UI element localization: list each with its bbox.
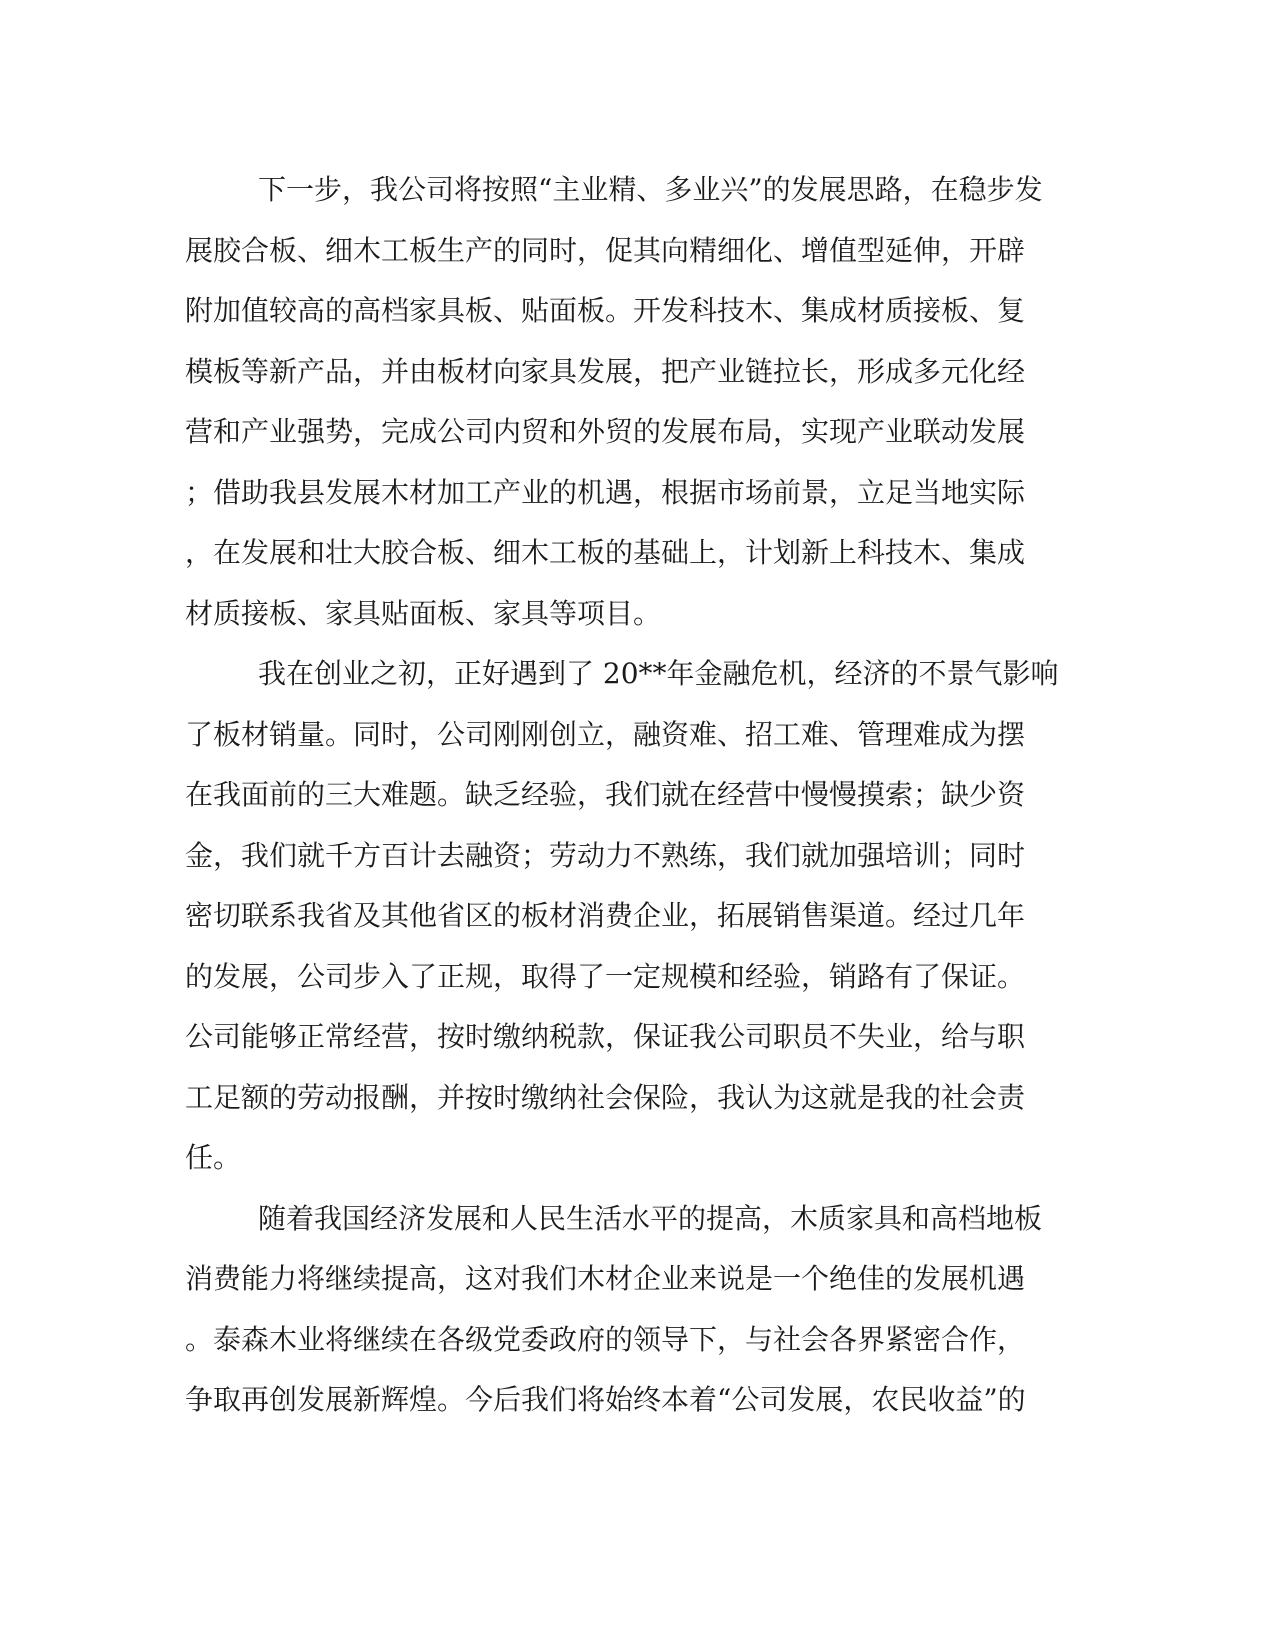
text-line: 任。 <box>185 1141 242 1174</box>
text-line: 随着我国经济发展和人民生活水平的提高，木质家具和高档地板 <box>258 1201 1043 1235</box>
text-line: 密切联系我省及其他省区的板材消费企业，拓展销售渠道。经过几年 <box>185 899 1026 932</box>
paragraph-development-plan <box>185 160 1045 644</box>
text-line: 材质接板、家具贴面板、家具等项目。 <box>185 596 662 630</box>
text-line: 争取再创发展新辉煌。今后我们将始终本着“公司发展，农民收益”的 <box>185 1383 1026 1416</box>
text-line: 我在创业之初，正好遇到了 20**年金融危机，经济的不景气影响 <box>258 657 1059 690</box>
text-line: ；借助我县发展木材加工产业的机遇，根据市场前景，立足当地实际 <box>185 475 1026 509</box>
text-line: 的发展，公司步入了正规，取得了一定规模和经验，销路有了保证。 <box>185 959 1026 993</box>
document-body <box>185 160 1059 1431</box>
text-line: 了板材销量。同时，公司刚刚创立，融资难、招工难、管理难成为摆 <box>185 717 1026 751</box>
text-line: 下一步，我公司将按照“主业精、多业兴”的发展思路，在稳步发 <box>258 173 1043 206</box>
text-line: ，在发展和壮大胶合板、细木工板的基础上，计划新上科技木、集成 <box>185 536 1026 569</box>
text-line: 展胶合板、细木工板生产的同时，促其向精细化、增值型延伸，开辟 <box>185 233 1026 267</box>
paragraph-outlook <box>185 1189 1045 1431</box>
paragraph-startup-history <box>185 644 1059 1189</box>
text-line: 附加值较高的高档家具板、贴面板。开发科技木、集成材质接板、复 <box>185 294 1026 327</box>
text-line: 在我面前的三大难题。缺乏经验，我们就在经营中慢慢摸索；缺少资 <box>185 778 1026 811</box>
text-line: 公司能够正常经营，按时缴纳税款，保证我公司职员不失业，给与职 <box>185 1020 1026 1053</box>
text-line: 。泰森木业将继续在各级党委政府的领导下，与社会各界紧密合作， <box>185 1322 1026 1356</box>
text-line: 模板等新产品，并由板材向家具发展，把产业链拉长，形成多元化经 <box>185 354 1026 388</box>
text-line: 工足额的劳动报酬，并按时缴纳社会保险，我认为这就是我的社会责 <box>185 1080 1026 1114</box>
text-line: 金，我们就千方百计去融资；劳动力不熟练，我们就加强培训；同时 <box>185 838 1026 872</box>
text-line: 营和产业强势，完成公司内贸和外贸的发展布局，实现产业联动发展 <box>185 415 1026 448</box>
text-line: 消费能力将继续提高，这对我们木材企业来说是一个绝佳的发展机遇 <box>185 1262 1026 1295</box>
